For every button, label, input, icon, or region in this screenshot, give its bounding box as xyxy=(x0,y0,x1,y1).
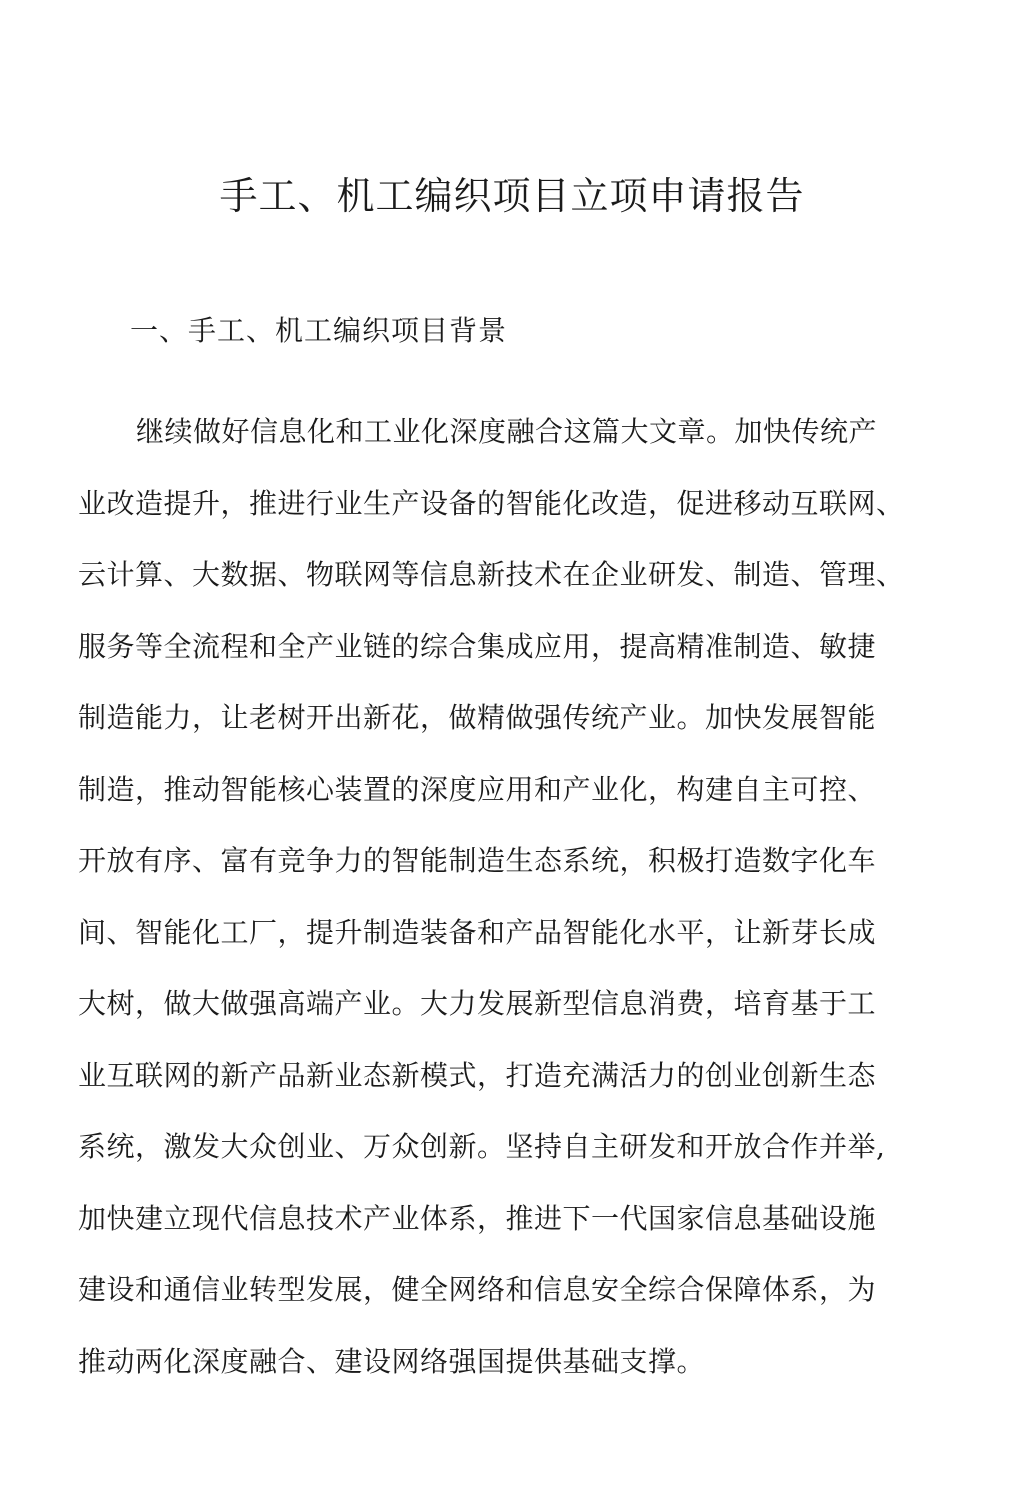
paragraph-line: 加快建立现代信息技术产业体系，推进下一代国家信息基础设施 xyxy=(78,1201,877,1235)
paragraph-line: 开放有序、富有竞争力的智能制造生态系统，积极打造数字化车 xyxy=(78,844,877,877)
paragraph-line: 间、智能化工厂，提升制造装备和产品智能化水平，让新芽长成 xyxy=(78,915,877,949)
paragraph-line: 服务等全流程和全产业链的综合集成应用，提高精准制造、敏捷 xyxy=(78,629,877,663)
paragraph-line: 云计算、大数据、物联网等信息新技术在企业研发、制造、管理、 xyxy=(78,558,905,591)
section-heading: 一、手工、机工编织项目背景 xyxy=(130,314,508,347)
paragraph-line: 制造，推动智能核心装置的深度应用和产业化，构建自主可控、 xyxy=(78,772,877,806)
body-paragraph xyxy=(78,396,905,1397)
paragraph-line: 建设和通信业转型发展，健全网络和信息安全综合保障体系，为 xyxy=(78,1273,877,1306)
paragraph-line: 业改造提升，推进行业生产设备的智能化改造，促进移动互联网、 xyxy=(78,486,905,520)
paragraph-line: 制造能力，让老树开出新花，做精做强传统产业。加快发展智能 xyxy=(78,701,877,734)
paragraph-line: 继续做好信息化和工业化深度融合这篇大文章。加快传统产 xyxy=(136,415,878,448)
paragraph-line: 系统，激发大众创业、万众创新。坚持自主研发和开放合作并举, xyxy=(78,1130,886,1163)
paragraph-line: 推动两化深度融合、建设网络强国提供基础支撑。 xyxy=(78,1344,706,1378)
paragraph-line: 业互联网的新产品新业态新模式，打造充满活力的创业创新生态 xyxy=(78,1058,877,1092)
document-title: 手工、机工编织项目立项申请报告 xyxy=(219,174,805,218)
paragraph-line: 大树，做大做强高端产业。大力发展新型信息消费，培育基于工 xyxy=(78,987,877,1020)
